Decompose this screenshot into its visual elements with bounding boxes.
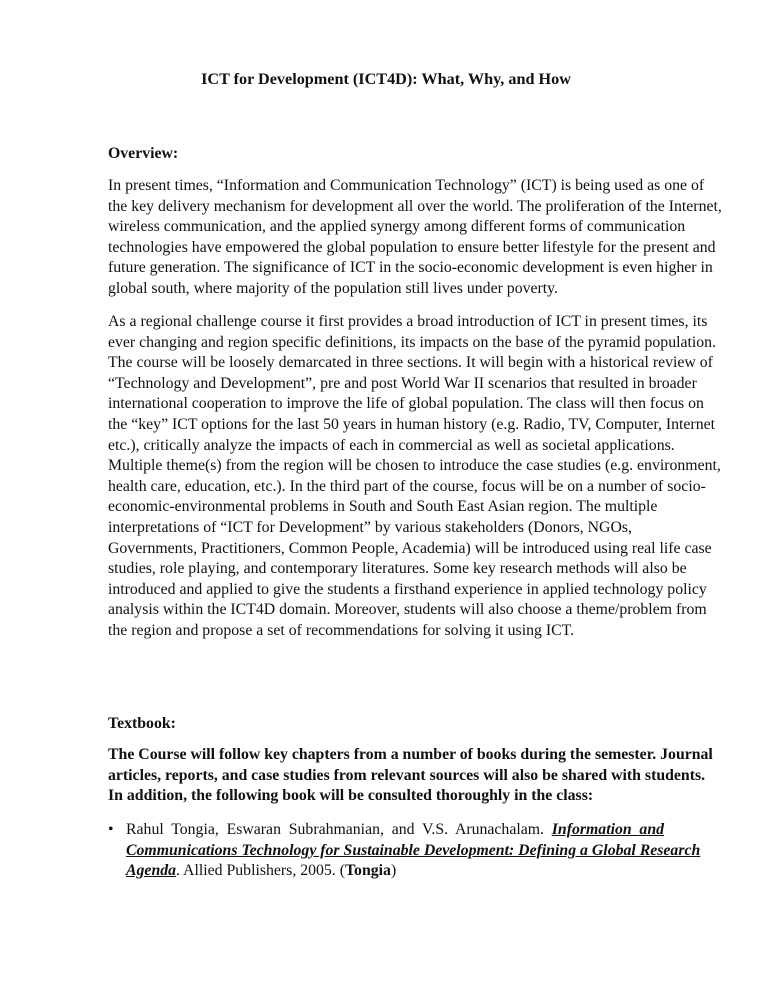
- text-line: the key delivery mechanism for development all over the world. The proliferation of the Internet,: [108, 197, 722, 215]
- text-line: studies, role playing, and contemporary literatures. Some key research methods will also be: [108, 560, 687, 578]
- text-line: Multiple theme(s) from the region will be chosen to introduce the case studies (e.g. environment,: [108, 457, 721, 475]
- text-line: the “key” ICT options for the last 50 years in human history (e.g. Radio, TV, Computer, Internet: [108, 415, 715, 433]
- citation-line: [126, 861, 664, 882]
- text-line: global south, where majority of the population still lives under poverty.: [108, 279, 558, 297]
- citation-title: Communications Technology for Sustainable Development: Defining a Global Research: [126, 841, 701, 859]
- text-line: “Technology and Development”, pre and post World War II scenarios that resulted in broader: [108, 374, 697, 392]
- citation-line: [126, 841, 701, 862]
- text-line: future generation. The significance of ICT in the socio-economic development is even higher in: [108, 259, 713, 277]
- overview-paragraph-2: [108, 312, 721, 642]
- citation-line: [126, 820, 664, 841]
- text-line: health care, education, etc.). In the third part of the course, focus will be on a number of socio-: [108, 477, 706, 495]
- text-line: The Course will follow key chapters from a number of books during the semester. Journal: [108, 746, 713, 763]
- citation-authors: Rahul Tongia, Eswaran Subrahmanian, and V.S. Arunachalam.: [126, 821, 552, 838]
- text-line: technologies have empowered the global population to ensure better lifestyle for the present and: [108, 238, 716, 256]
- textbook-intro: [108, 745, 713, 807]
- citation-close: ): [390, 862, 397, 880]
- bullet-icon: •: [108, 821, 114, 838]
- text-line: analysis within the ICT4D domain. Moreover, students will also choose a theme/problem from: [108, 601, 707, 619]
- textbook-heading: Textbook:: [108, 715, 176, 732]
- text-line: articles, reports, and case studies from relevant sources will also be shared with students.: [108, 766, 706, 784]
- text-line: As a regional challenge course it first provides a broad introduction of ICT in present times, its: [108, 313, 708, 330]
- citation-title: Information and: [551, 821, 665, 838]
- overview-heading: Overview:: [108, 145, 179, 162]
- text-line: In present times, “Information and Communication Technology” (ICT) is being used as one of: [108, 177, 705, 194]
- citation-title: Agenda: [126, 862, 177, 880]
- text-line: The course will be loosely demarcated in three sections. It will begin with a historical review of: [108, 354, 713, 372]
- text-line: In addition, the following book will be consulted thoroughly in the class:: [108, 787, 594, 805]
- text-line: introduced and applied to give the students a firsthand experience in applied technology policy: [108, 580, 707, 598]
- text-line: the region and propose a set of recommendations for solving it using ICT.: [108, 621, 575, 639]
- citation-publisher: . Allied Publishers, 2005. (: [176, 862, 345, 880]
- text-line: ever changing and region specific definitions, its impacts on the base of the pyramid population.: [108, 333, 717, 351]
- document-title: ICT for Development (ICT4D): What, Why, and How: [201, 70, 571, 88]
- text-line: etc.), critically analyze the impacts of each in commercial as well as societal applications.: [108, 436, 675, 454]
- reference-citation: [126, 820, 701, 882]
- text-line: economic-environmental problems in South and South East Asian region. The multiple: [108, 498, 658, 516]
- overview-paragraph-1: [108, 176, 722, 300]
- text-line: international cooperation to improve the life of global population. The class will then focus on: [108, 395, 704, 413]
- text-line: interpretations of “ICT for Development” by various stakeholders (Donors, NGOs,: [108, 518, 632, 536]
- text-line: Governments, Practitioners, Common People, Academia) will be introduced using real life case: [108, 539, 712, 557]
- citation-short-name: Tongia: [344, 862, 391, 880]
- text-line: wireless communication, and the applied synergy among different forms of communication: [108, 218, 686, 236]
